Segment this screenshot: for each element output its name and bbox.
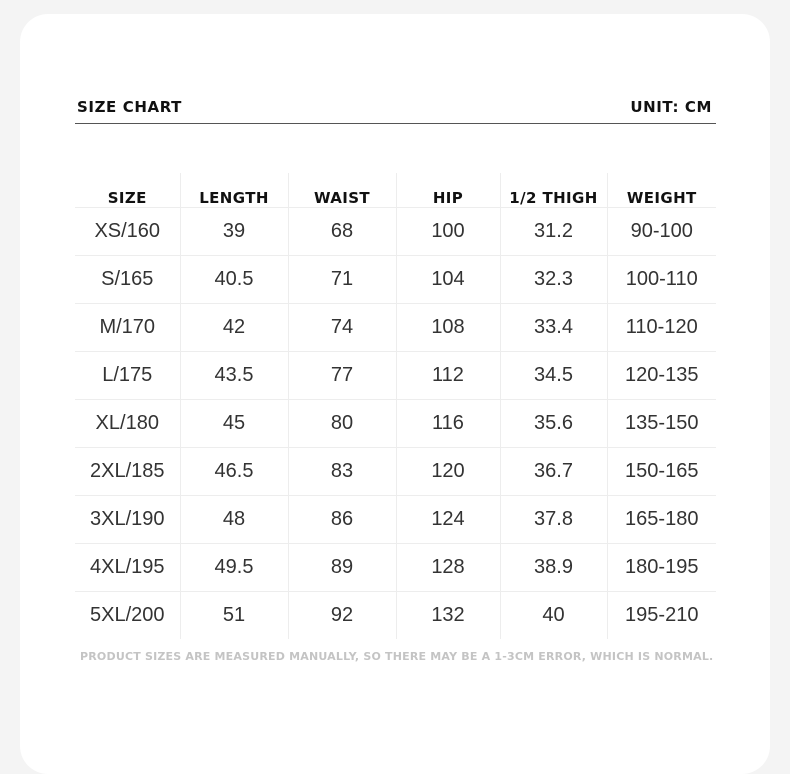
cell-hip: 108 [396,304,500,352]
cell-half-thigh: 36.7 [500,448,607,496]
cell-size: L/175 [75,352,180,400]
cell-half-thigh: 31.2 [500,208,607,256]
cell-hip: 124 [396,496,500,544]
cell-size: M/170 [75,304,180,352]
cell-half-thigh: 33.4 [500,304,607,352]
cell-hip: 120 [396,448,500,496]
cell-length: 46.5 [180,448,288,496]
cell-half-thigh: 35.6 [500,400,607,448]
size-table [75,173,716,639]
table-row [75,208,716,256]
cell-length: 45 [180,400,288,448]
measurement-disclaimer: PRODUCT SIZES ARE MEASURED MANUALLY, SO THERE MAY BE A 1-3CM ERROR, WHICH IS NORMAL. [80,650,714,663]
table-row [75,448,716,496]
cell-size: XS/160 [75,208,180,256]
cell-size: 4XL/195 [75,544,180,592]
cell-hip: 100 [396,208,500,256]
table-header-row [75,173,716,208]
cell-weight: 135-150 [607,400,716,448]
table-row [75,304,716,352]
cell-size: XL/180 [75,400,180,448]
size-chart-title: SIZE CHART [77,98,183,116]
cell-hip: 128 [396,544,500,592]
unit-label: UNIT: CM [630,98,712,116]
cell-length: 51 [180,592,288,640]
table-row [75,352,716,400]
cell-weight: 100-110 [607,256,716,304]
column-header-half-thigh: 1/2 THIGH [500,173,607,208]
cell-weight: 180-195 [607,544,716,592]
column-header-hip: HIP [396,173,500,208]
cell-length: 42 [180,304,288,352]
table-row [75,256,716,304]
size-chart-header [75,95,716,124]
cell-half-thigh: 38.9 [500,544,607,592]
cell-half-thigh: 37.8 [500,496,607,544]
cell-size: 3XL/190 [75,496,180,544]
column-header-weight: WEIGHT [607,173,716,208]
cell-waist: 89 [288,544,396,592]
cell-waist: 68 [288,208,396,256]
cell-weight: 165-180 [607,496,716,544]
table-row [75,496,716,544]
cell-size: 2XL/185 [75,448,180,496]
cell-length: 49.5 [180,544,288,592]
cell-half-thigh: 32.3 [500,256,607,304]
column-header-waist: WAIST [288,173,396,208]
cell-hip: 116 [396,400,500,448]
table-row [75,400,716,448]
cell-hip: 132 [396,592,500,640]
cell-length: 39 [180,208,288,256]
cell-weight: 120-135 [607,352,716,400]
column-header-length: LENGTH [180,173,288,208]
cell-length: 48 [180,496,288,544]
cell-waist: 80 [288,400,396,448]
cell-weight: 150-165 [607,448,716,496]
cell-weight: 195-210 [625,604,699,626]
cell-size: 5XL/200 [75,592,180,640]
cell-length: 43.5 [180,352,288,400]
cell-half-thigh: 34.5 [500,352,607,400]
cell-hip: 104 [396,256,500,304]
table-row [75,592,716,640]
column-header-size: SIZE [75,173,180,208]
cell-half-thigh: 40 [500,592,607,640]
cell-weight: 90-100 [607,208,716,256]
cell-hip: 112 [396,352,500,400]
cell-waist: 74 [288,304,396,352]
cell-waist: 83 [288,448,396,496]
table-row [75,544,716,592]
cell-weight: 110-120 [607,304,716,352]
cell-waist: 92 [288,592,396,640]
cell-waist: 71 [288,256,396,304]
cell-waist: 86 [288,496,396,544]
cell-length: 40.5 [180,256,288,304]
cell-waist: 77 [288,352,396,400]
cell-size: S/165 [75,256,180,304]
